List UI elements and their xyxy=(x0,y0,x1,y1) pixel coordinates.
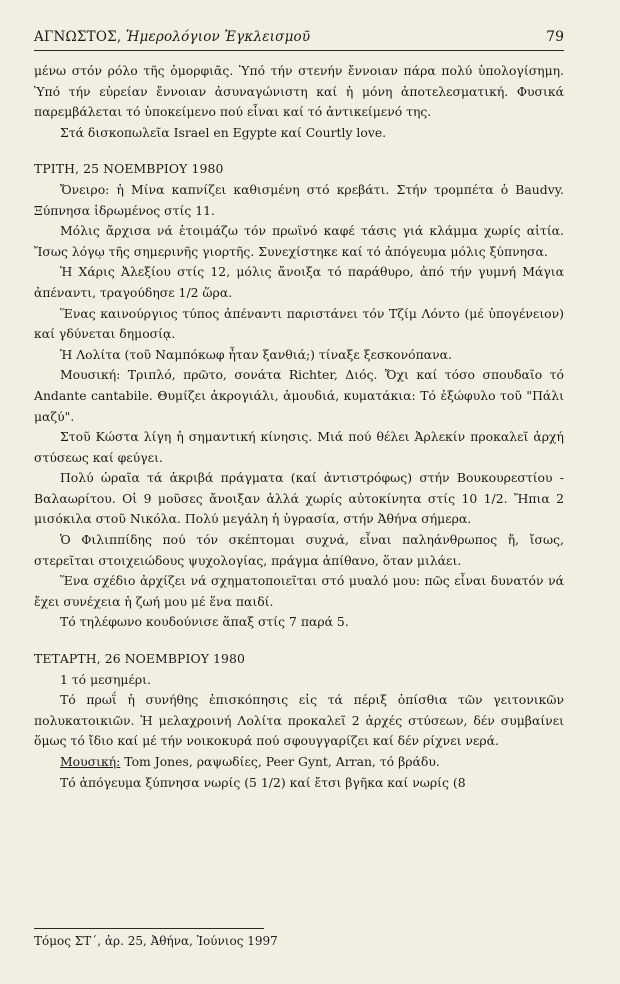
paragraph: Ἕνας καινούργιος τύπος ἀπέναντι παριστάνει τόν Τζίμ Λόντο (μέ ὑπογένειον) καί γδύνεται δημοσίᾳ. xyxy=(34,305,564,342)
entry-date: ΤΡΙΤΗ, 25 ΝΟΕΜΒΡΙΟΥ 1980 xyxy=(34,161,224,177)
page-content xyxy=(34,61,564,793)
header-title xyxy=(34,28,310,46)
paragraph: Πολύ ὡραῖα τά ἀκριβά πράγματα (καί ἀντιστρόφως) στήν Βουκουρεστίου - Βαλαωρίτου. Οἱ 9 μοῦσες ἄνοιξαν ἀλλά χωρίς αὐτοκίνητα στίς 10 1/2. Ἤπια 2 μισόκιλα στοῦ Νικόλα. Πολύ μεγάλη ἡ ὑγρασία, στήν Ἀθήνα σήμερα. xyxy=(34,470,564,527)
paragraph: Ὁ Φιλιππίδης πού τόν σκέπτομαι συχνά, εἶναι παληάνθρωπος ἤ, ἴσως, στερεῖται στοιχειώδους ψυχολογίας, πράγμα ἀπίθανο, ὅταν μιλάει. xyxy=(34,532,564,568)
entry-date: ΤΕΤΑΡΤΗ, 26 ΝΟΕΜΒΡΙΟΥ 1980 xyxy=(34,651,245,667)
music-label: Μουσική: xyxy=(60,754,121,769)
header-author: ΑΓΝΩΣΤΟΣ, xyxy=(34,29,122,45)
paragraph: μένω στόν ρόλο τῆς ὁμορφιᾶς. Ὑπό τήν στενήν ἔννοιαν πάρα πολύ ὑπολογίσημη. Ὑπό τήν εὐρείαν ἔννοιαν ἀσυναγώνιστη καί ἡ μόνη ἀποτελεσματική. Φυσικά παρεμβάλεται τό ὑποκείμενο πού εἶναι καί τό ἀντικείμενό της. xyxy=(34,63,564,120)
paragraph: Τό ἀπόγευμα ξύπνησα νωρίς (5 1/2) καί ἔτσι βγῆκα καί νωρίς (8 xyxy=(60,774,466,790)
paragraph: 1 τό μεσημέρι. xyxy=(60,671,151,687)
paragraph: Ἡ Χάρις Ἀλεξίου στίς 12, μόλις ἄνοιξα τό παράθυρο, ἀπό τήν γυμνή Μάγια ἀπέναντι, τραγούδησε 1/2 ὥρα. xyxy=(34,264,564,300)
music-paragraph xyxy=(34,752,564,773)
page-number: 79 xyxy=(546,29,564,45)
running-header xyxy=(34,28,564,51)
paragraph: Ἡ Λολίτα (τοῦ Ναμπόκωφ ἦταν ξανθιά;) τίναξε ξεσκονόπανα. xyxy=(60,346,452,362)
paragraph: Τό πρωΐ ἡ συνήθης ἐπισκόπησις εἰς τά πέριξ ὀπίσθια τῶν γειτονικῶν πολυκατοικιῶν. Ἡ μελαχροινή Λολίτα προκαλεῖ 2 ἀρχές στύσεων, δέν συμβαίνει ὅμως τό ἴδιο καί μέ τήν νοικοκυρά πού σφουγγαρίζει καί δέν ρίχνει νερά. xyxy=(34,692,564,749)
paragraph: Στοῦ Κώστα λίγη ἡ σημαντική κίνησις. Μιά πού θέλει Ἀρλεκίν προκαλεῖ ἀρχή στύσεως καί φεύγει. xyxy=(34,429,564,465)
header-journal: Ἡμερολόγιον Ἐγκλεισμοῦ xyxy=(125,29,311,45)
paragraph: Ἕνα σχέδιο ἀρχίζει νά σχηματοποιεῖται στό μυαλό μου: πῶς εἶναι δυνατόν νά ἔχει συνέχεια ἡ ζωή μου μέ ἕνα παιδί. xyxy=(34,573,564,609)
paragraph: Μουσική: Τριπλό, πρῶτο, σονάτα Richter, Διός. Ὄχι καί τόσο σπουδαῖο τό Andante cantabile. Θυμίζει ἀκρογιάλι, ἀμουδιά, κυματάκια: Τό ἐξώφυλο τοῦ "Πάλι μαζύ". xyxy=(34,367,564,424)
music-text: Tom Jones, ραψωδίες, Peer Gynt, Arran, τό βράδυ. xyxy=(120,754,440,769)
paragraph: Τό τηλέφωνο κουδούνισε ἅπαξ στίς 7 παρά 5. xyxy=(60,614,349,630)
paragraph: Ὄνειρο: ἡ Μίνα καπνίζει καθισμένη στό κρεβάτι. Στήν τρομπέτα ὁ Baudvy. Ξύπνησα ἱδρωμένος στίς 11. xyxy=(34,181,564,218)
paragraph: Στά δισκοπωλεῖα Israel en Egypte καί Courtly love. xyxy=(60,124,387,140)
footer-citation: Τόμος ΣΤ΄, ἀρ. 25, Ἀθήνα, Ἰούνιος 1997 xyxy=(34,934,278,948)
paragraph: Μόλις ἄρχισα νά ἑτοιμάζω τόν πρωϊνό καφέ τάσις γιά κλάμμα χωρίς αἰτία. Ἴσως λόγῳ τῆς σημερινῆς γιορτῆς. Συνεχίστηκε καί τό ἀπόγευμα μόλις ξύπνησα. xyxy=(34,223,564,259)
footer-divider xyxy=(34,928,264,929)
